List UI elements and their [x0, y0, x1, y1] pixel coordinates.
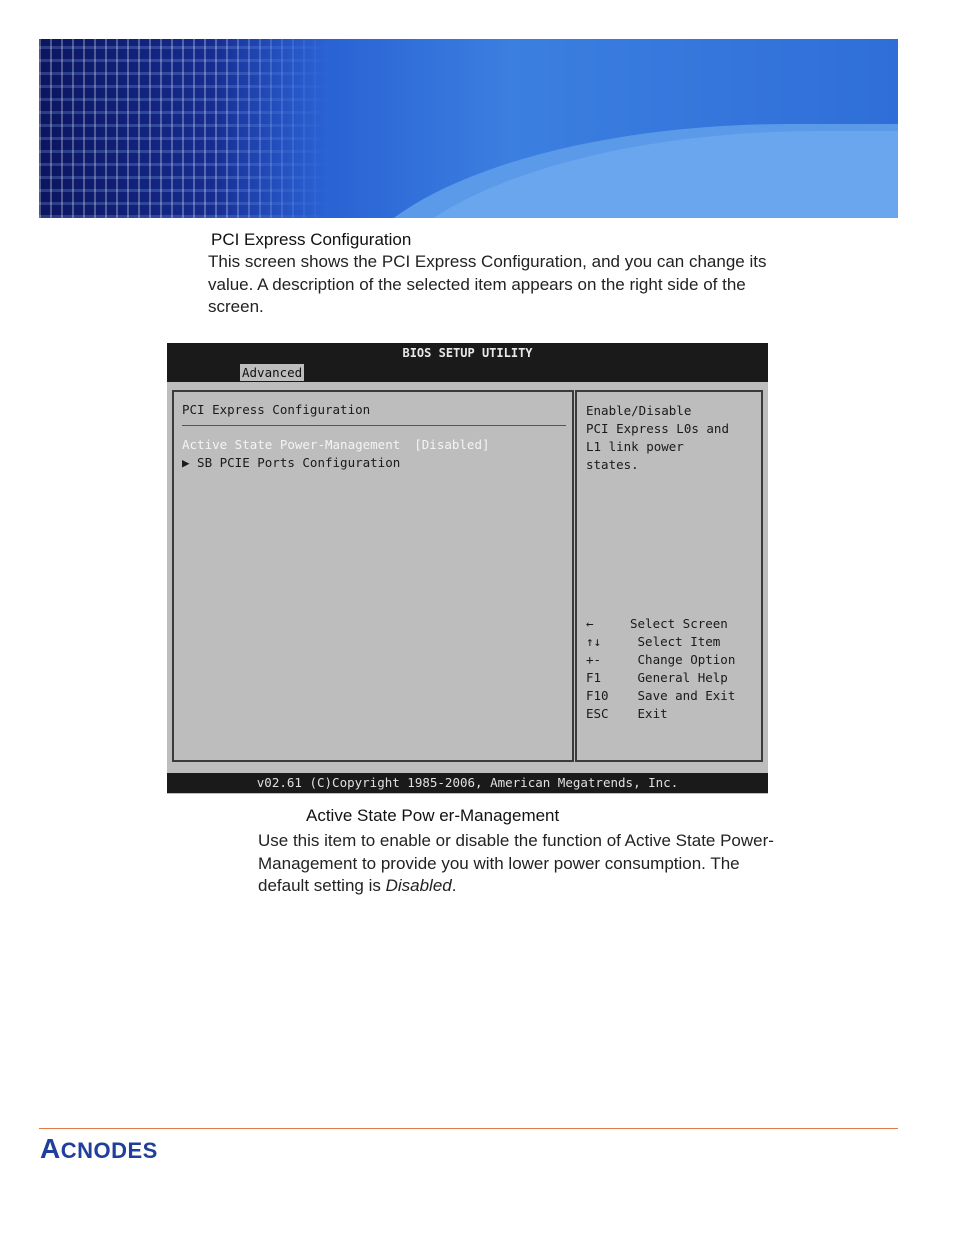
key-row-select-item — [586, 633, 735, 651]
bios-section-title: PCI Express Configuration — [182, 402, 371, 417]
body-text: Use this item to enable or disable the function of Active State Power-Management to provide you with lower power consumption. The default setting is — [258, 831, 774, 895]
logo-initial: A — [40, 1133, 61, 1164]
option-value: [Disabled] — [414, 437, 490, 452]
option-active-state-power-management[interactable] — [182, 437, 490, 452]
bios-copyright-footer: v02.61 (C)Copyright 1985-2006, American Megatrends, Inc. — [167, 773, 768, 793]
option-label: Active State Power-Management — [182, 437, 401, 452]
key-row-exit — [586, 705, 735, 723]
key-row-save-exit — [586, 687, 735, 705]
bios-menu-bar — [167, 363, 768, 382]
key-row-general-help — [586, 669, 735, 687]
section-heading-pci-express: PCI Express Configuration — [211, 230, 412, 249]
bios-title-bar: BIOS SETUP UTILITY — [167, 343, 768, 363]
key-action: Select Screen — [630, 616, 728, 631]
help-line: L1 link power — [586, 439, 684, 454]
help-line: PCI Express L0s and — [586, 421, 729, 436]
default-value-text: Disabled — [385, 876, 452, 895]
key-label: +- — [586, 652, 602, 667]
logo-text: CNODES — [60, 1138, 158, 1163]
bios-settings-panel — [172, 390, 574, 762]
bios-help-text — [586, 402, 756, 474]
bios-help-panel — [575, 390, 763, 762]
circuit-board-image — [39, 39, 329, 218]
key-action: General Help — [630, 670, 728, 685]
help-line: states. — [586, 457, 639, 472]
key-action: Exit — [630, 706, 668, 721]
bios-screenshot — [167, 343, 768, 794]
section-description-pci-express: This screen shows the PCI Express Configuration, and you can change its value. A description of the selected item appears on the right side of the screen. — [208, 252, 767, 316]
key-row-change-option — [586, 651, 735, 669]
key-action: Select Item — [630, 634, 721, 649]
acnodes-logo — [40, 1133, 158, 1165]
footer-divider — [39, 1128, 898, 1129]
help-line: Enable/Disable — [586, 403, 692, 418]
bios-separator — [182, 425, 566, 426]
key-action: Change Option — [630, 652, 736, 667]
key-row-select-screen — [586, 615, 735, 633]
key-label: ↑↓ — [586, 634, 602, 649]
body-text-end: . — [451, 876, 457, 895]
tab-advanced[interactable]: Advanced — [242, 365, 303, 380]
key-label: F1 — [586, 670, 602, 685]
key-label: ← — [586, 616, 594, 631]
key-label: F10 — [586, 688, 609, 703]
section-heading-active-state: Active State Pow er-Management — [306, 806, 560, 825]
key-label: ESC — [586, 706, 609, 721]
bios-key-legend — [586, 615, 735, 723]
header-banner — [39, 39, 898, 218]
option-sb-pcie-ports-configuration[interactable]: ▶ SB PCIE Ports Configuration — [182, 455, 401, 470]
key-action: Save and Exit — [630, 688, 736, 703]
section-description-active-state — [258, 830, 778, 898]
